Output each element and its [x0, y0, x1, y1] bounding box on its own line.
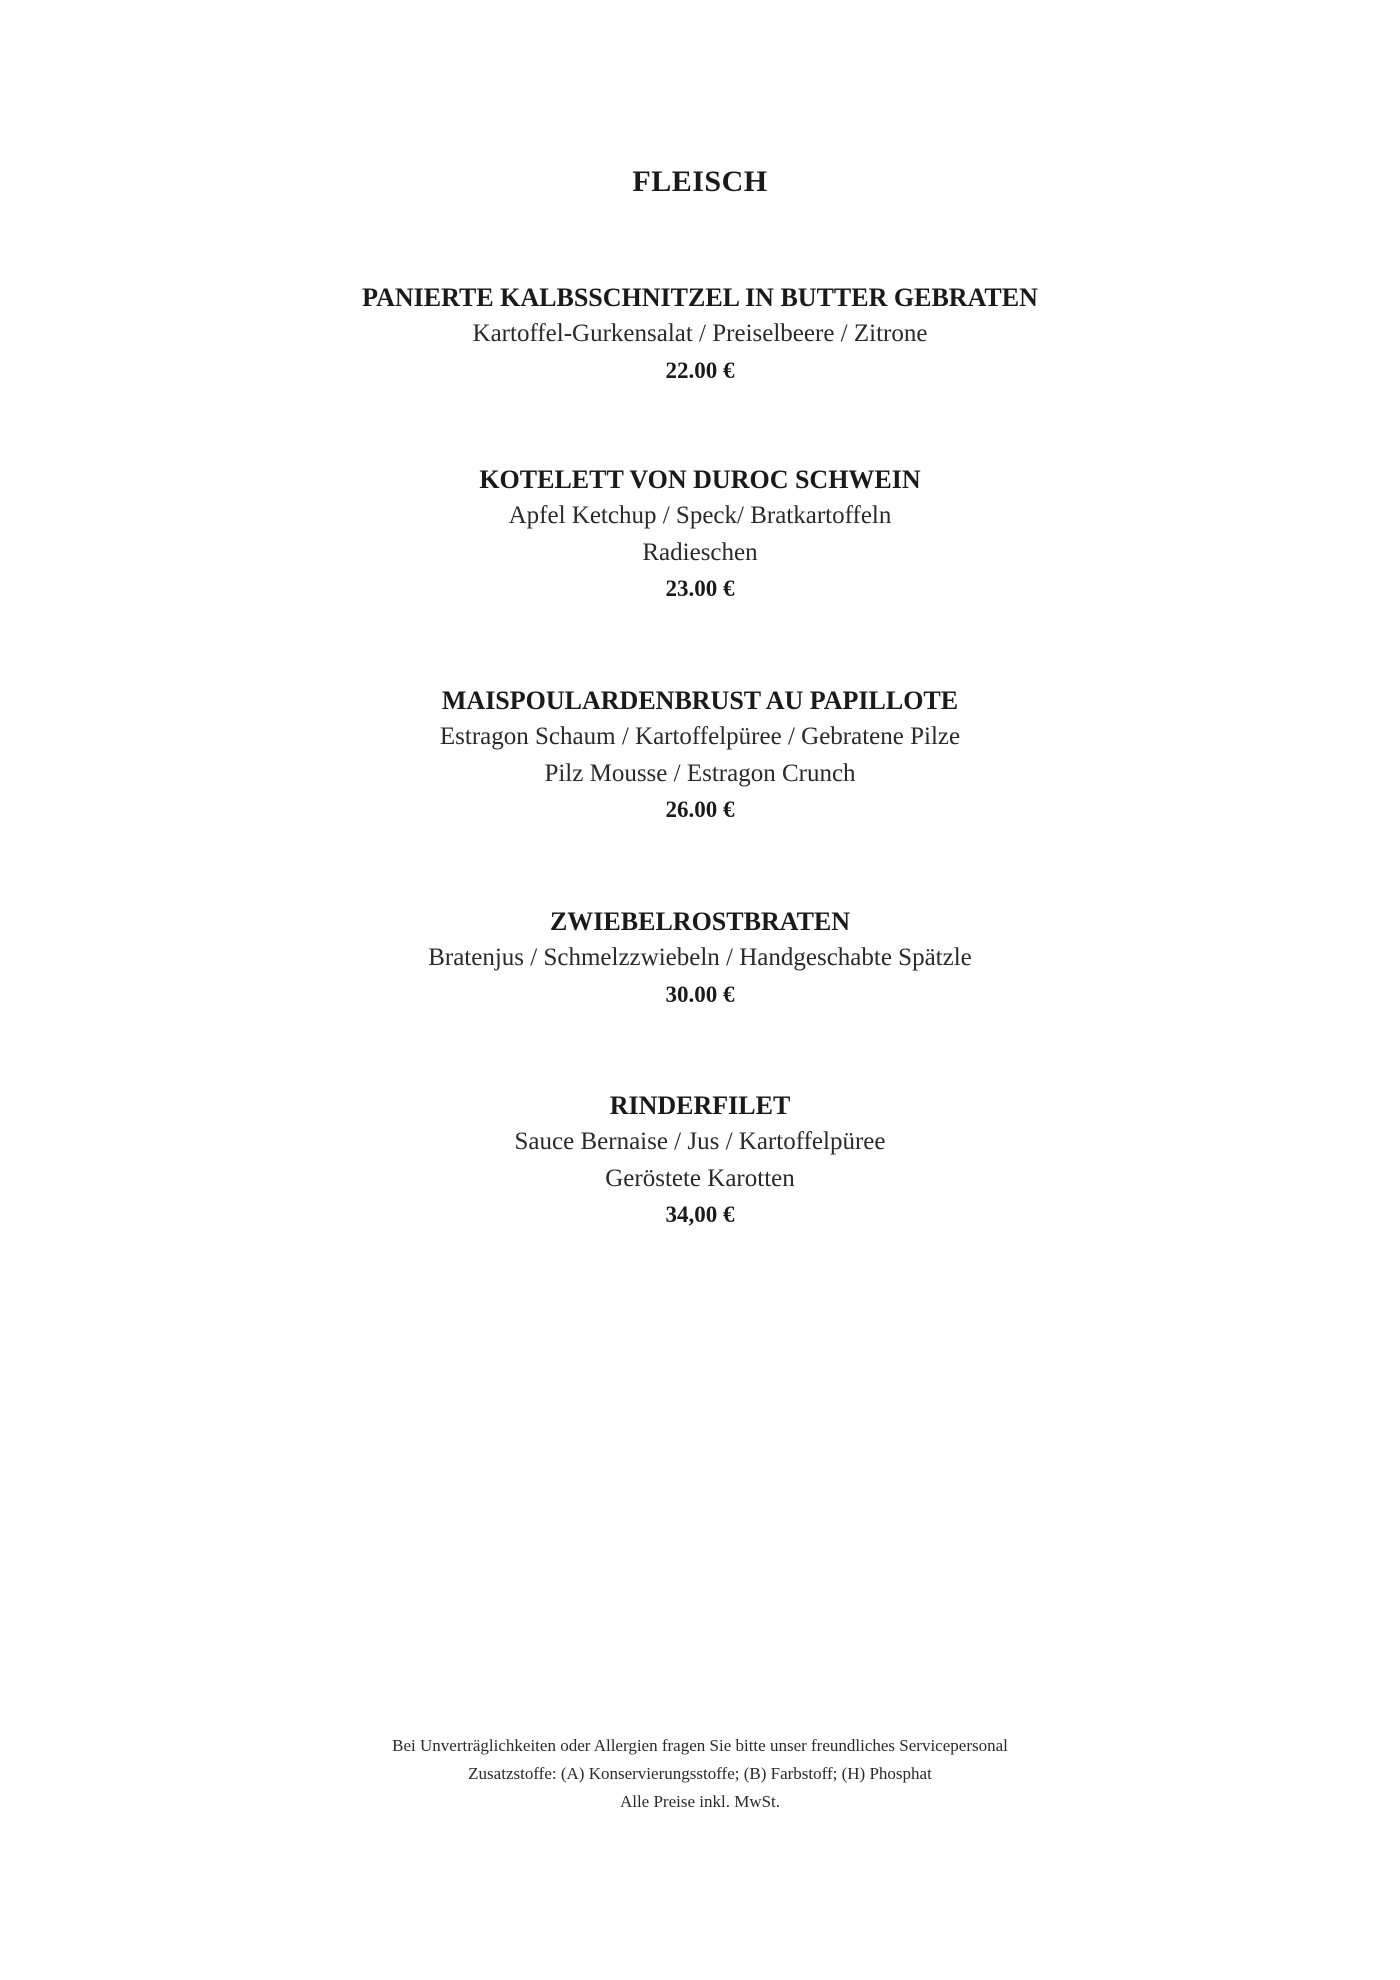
dish-item [0, 904, 1400, 1013]
dish-price: 26.00 € [665, 797, 735, 822]
additives-note: Zusatzstoffe: (A) Konservierungsstoffe; (B) Farbstoff; (H) Phosphat [468, 1764, 932, 1783]
allergy-note: Bei Unverträglichkeiten oder Allergien fragen Sie bitte unser freundliches Servicepersonal [392, 1736, 1008, 1755]
dish-price: 23.00 € [665, 576, 735, 601]
dish-price: 22.00 € [665, 357, 735, 383]
dish-price: 30.00 € [665, 981, 735, 1007]
dish-description: Geröstete Karotten [605, 1164, 795, 1192]
dish-name: RINDERFILET [609, 1091, 791, 1120]
dish-item [0, 280, 1400, 389]
dish-name: MAISPOULARDENBRUST AU PAPILLOTE [441, 686, 959, 715]
dish-item [0, 1088, 1400, 1233]
dish-description: Apfel Ketchup / Speck/ Bratkartoffeln [508, 502, 892, 529]
dish-item [0, 462, 1400, 607]
dish-description: Sauce Bernaise / Jus / Kartoffelpüree [514, 1128, 886, 1155]
dish-description: Estragon Schaum / Kartoffelpüree / Gebratene Pilze [439, 723, 961, 750]
footer-notes [0, 1732, 1400, 1816]
vat-note: Alle Preise inkl. MwSt. [619, 1792, 781, 1811]
section-heading: FLEISCH [632, 165, 768, 198]
dish-description: Radieschen [642, 538, 758, 566]
dish-description: Bratenjus / Schmelzzwiebeln / Handgeschabte Spätzle [428, 944, 972, 971]
dish-item [0, 683, 1400, 828]
dish-description: Pilz Mousse / Estragon Crunch [544, 759, 856, 787]
dish-name: KOTELETT VON DUROC SCHWEIN [479, 465, 921, 494]
dish-name: PANIERTE KALBSSCHNITZEL IN BUTTER GEBRATEN [362, 283, 1038, 312]
dish-price: 34,00 € [665, 1202, 735, 1227]
dish-description: Kartoffel-Gurkensalat / Preiselbeere / Zitrone [472, 320, 928, 347]
dish-name: ZWIEBELROSTBRATEN [549, 907, 851, 936]
